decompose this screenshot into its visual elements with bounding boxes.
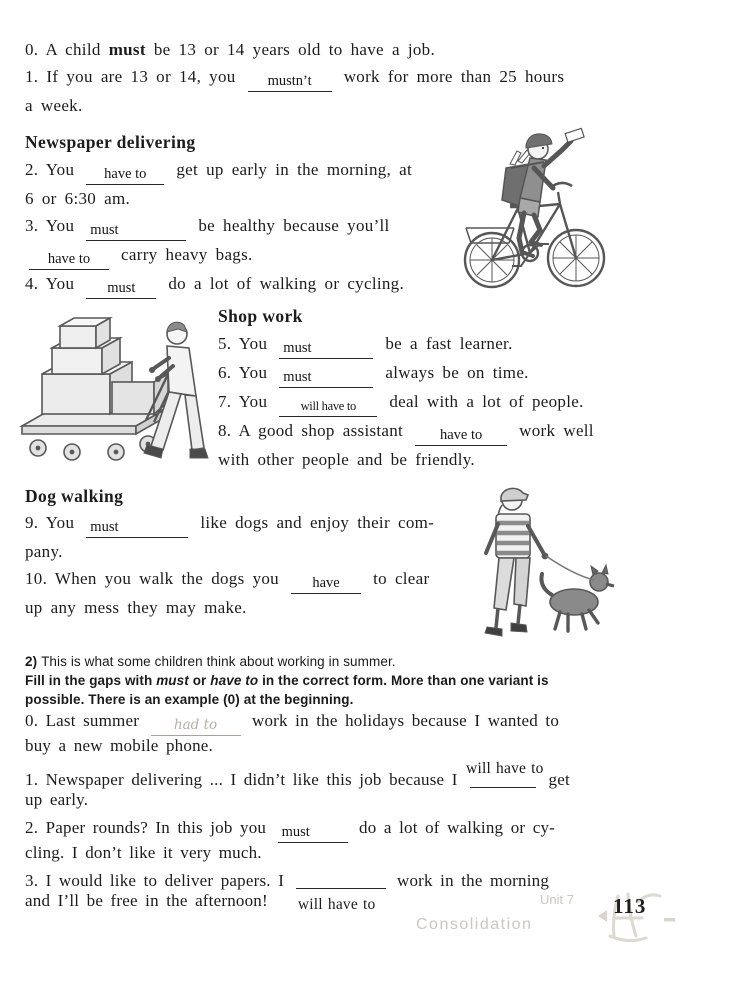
text-run: or <box>188 673 211 688</box>
exercise2-item-0 <box>25 711 675 756</box>
text-run: do a lot of walking or cycling. <box>160 274 405 293</box>
text-run: work well <box>511 421 594 440</box>
section-dogwalking-items <box>25 509 495 621</box>
faded-dash-mark <box>664 918 675 922</box>
text-run: possible. There is an example (0) at the beginning. <box>25 692 354 707</box>
page-number: 113 <box>613 894 647 918</box>
gap-blank-answer: will have to <box>279 399 377 417</box>
text-run: and I’ll be free in the afternoon! <box>25 891 268 910</box>
gap-blank-empty <box>296 871 386 889</box>
text-run: 2. You <box>25 160 83 179</box>
text-run: 1. Newspaper delivering ... I didn’t like this job because I <box>25 770 466 789</box>
text-run: pany. <box>25 542 63 561</box>
text-run: carry heavy bags. <box>113 245 253 264</box>
text-run: This is what some children think about working in summer. <box>41 654 396 669</box>
exercise1-item-7 <box>218 388 698 417</box>
text-run: 6. You <box>218 363 276 382</box>
footer-unit-label: Unit 7 <box>540 892 574 907</box>
text-run: up any mess they may make. <box>25 598 247 617</box>
exercise1-intro <box>25 36 625 119</box>
section-heading-newspaper-delivering: Newspaper delivering <box>25 132 196 152</box>
gap-blank-answer: mustn’t <box>248 74 332 92</box>
text-run: do a lot of walking or cy- <box>351 818 556 837</box>
exercise2-intro-line <box>25 652 680 671</box>
gap-blank-answer: have to <box>29 252 109 270</box>
gap-blank-answer: had to <box>151 718 241 736</box>
text-run: 8. A good shop assistant <box>218 421 412 440</box>
bold-italic-text: must <box>156 673 189 688</box>
girl-walking-dog-illustration <box>456 478 616 648</box>
exercise2-item-3 <box>25 871 675 912</box>
text-run: 4. You <box>25 274 83 293</box>
text-run: be 13 or 14 years old to have a job. <box>145 40 436 59</box>
gap-blank-answer: must <box>86 223 186 241</box>
text-run: 7. You <box>218 392 276 411</box>
gap-blank-answer: have to <box>86 167 164 185</box>
text-run: to clear <box>365 569 430 588</box>
bold-italic-text: have to <box>210 673 259 688</box>
gap-blank-answer: must <box>279 370 373 388</box>
exercise2-item-1 <box>25 760 675 810</box>
exercise1-item-6 <box>218 359 698 388</box>
paperboy-bicycle-illustration <box>458 122 618 294</box>
text-run: cling. I don’t like it very much. <box>25 843 262 862</box>
exercise1-item-3 <box>25 212 485 270</box>
exercise2-items <box>25 711 675 920</box>
text-run: 3. I would like to deliver papers. I <box>25 871 292 890</box>
gap-blank-answer: must <box>278 825 348 843</box>
gap-blank-answer: must <box>279 341 373 359</box>
text-run: buy a new mobile phone. <box>25 736 213 755</box>
text-run: work in the morning <box>389 871 550 890</box>
exercise1-item-8 <box>218 417 698 473</box>
exercise2-item-2 <box>25 818 675 863</box>
answer-above-line: will have to <box>466 760 544 777</box>
text-run: in the correct form. More than one variant is <box>258 673 549 688</box>
bold-text: must <box>108 40 146 59</box>
text-run: up early. <box>25 790 89 809</box>
gap-blank-answer: must <box>86 520 188 538</box>
text-run: 3. You <box>25 216 83 235</box>
text-run: 2. Paper rounds? In this job you <box>25 818 274 837</box>
exercise1-item-9 <box>25 509 495 565</box>
text-run: 10. When you walk the dogs you <box>25 569 288 588</box>
text-run: a week. <box>25 96 83 115</box>
section-shopwork-items <box>218 330 698 473</box>
answer-below-line: will have to <box>297 896 376 913</box>
text-run: 0. Last summer <box>25 711 147 730</box>
section-heading-shop-work: Shop work <box>218 306 303 326</box>
section-newspaper-items <box>25 156 485 299</box>
gap-blank-answer: have to <box>415 428 507 446</box>
text-run: like dogs and enjoy their com- <box>192 513 435 532</box>
exercise1-item-0 <box>25 36 625 63</box>
text-run: get up early in the morning, at <box>168 160 413 179</box>
exercise1-item-5 <box>218 330 698 359</box>
text-run: work for more than 25 hours <box>335 67 565 86</box>
text-run: 9. You <box>25 513 83 532</box>
text-run: be a fast learner. <box>377 334 513 353</box>
section-heading-dog-walking: Dog walking <box>25 486 124 506</box>
text-run: be healthy because you’ll <box>190 216 390 235</box>
exercise1-item-1 <box>25 63 625 119</box>
footer-section-label: Consolidation <box>416 916 533 933</box>
gap-blank-empty <box>466 760 544 788</box>
boy-pushing-cart-illustration <box>16 308 211 466</box>
exercise2-instructions <box>25 652 680 709</box>
text-run: 0. A child <box>25 40 109 59</box>
text-run: 6 or 6:30 am. <box>25 189 131 208</box>
text-run: 5. You <box>218 334 276 353</box>
exercise1-item-2 <box>25 156 485 212</box>
bold-text: 2) <box>25 654 42 669</box>
text-run: deal with a lot of people. <box>381 392 584 411</box>
text-run: 1. If you are 13 or 14, you <box>25 67 244 86</box>
gap-blank-answer: have <box>291 576 361 594</box>
text-run: always be on time. <box>377 363 529 382</box>
text-run: get <box>541 770 570 789</box>
exercise1-item-10 <box>25 565 495 621</box>
gap-blank-answer: must <box>86 281 156 299</box>
exercise1-item-4 <box>25 270 485 299</box>
exercise2-task-line <box>25 671 680 709</box>
faded-arrow-mark <box>598 910 607 922</box>
text-run: Fill in the gaps with <box>25 673 157 688</box>
text-run: work in the holidays because I wanted to <box>244 711 560 730</box>
text-run: with other people and be friendly. <box>218 450 475 469</box>
